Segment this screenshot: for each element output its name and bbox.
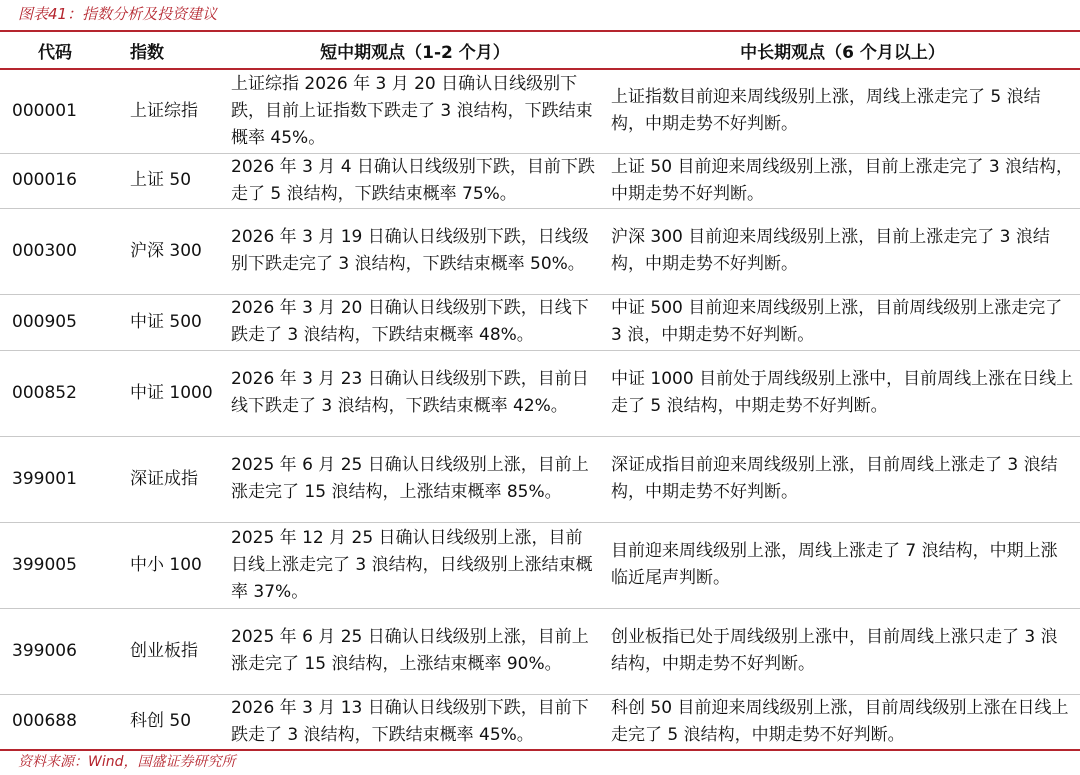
index-code-cell: 000300 — [12, 240, 77, 261]
table-row — [0, 436, 1080, 522]
table-row — [0, 608, 1080, 694]
index-code-cell: 000001 — [12, 100, 77, 121]
long-term-view-cell: 中证 1000 目前处于周线级别上涨中，目前周线上涨在日线上走了 5 浪结构，中期走势不好判断。 — [611, 369, 1074, 416]
header-code: 代码 — [0, 31, 110, 69]
long-term-view-cell: 上证指数目前迎来周线级别上涨，周线上涨走完了 5 浪结构，中期走势不好判断。 — [611, 87, 1041, 135]
index-code-cell: 000016 — [12, 170, 77, 190]
figure-caption: 图表41：指数分析及投资建议 — [18, 5, 218, 23]
index-name-cell: 上证 50 — [130, 170, 192, 190]
source-note: 资料来源：Wind，国盛证券研究所 — [18, 754, 236, 770]
index-code-cell: 399001 — [12, 468, 77, 489]
table-row — [0, 69, 1080, 153]
short-term-view-cell: 2026 年 3 月 13 日确认日线级别下跌，目前下跌走了 3 浪结构，下跌结束概率 45%。 — [231, 697, 589, 745]
table-row — [0, 208, 1080, 294]
short-term-view-cell: 上证综指 2026 年 3 月 20 日确认日线级别下跌，目前上证指数下跌走了 3 浪结构，下跌结束概率 45%。 — [231, 73, 593, 148]
long-term-view-cell: 深证成指目前迎来周线级别上涨，目前周线上涨走了 3 浪结构，中期走势不好判断。 — [611, 455, 1058, 502]
index-name-cell: 中证 500 — [130, 311, 202, 332]
index-analysis-table — [0, 30, 1080, 751]
header-short-term: 短中期观点（1-2 个月） — [225, 31, 605, 69]
index-name-cell: 上证综指 — [130, 100, 198, 121]
index-code-cell: 000852 — [12, 382, 77, 403]
table-row — [0, 153, 1080, 208]
index-name-cell: 中小 100 — [130, 554, 202, 575]
long-term-view-cell: 中证 500 目前迎来周线级别上涨，目前周线级别上涨走完了 3 浪，中期走势不好判断。 — [611, 298, 1063, 345]
short-term-view-cell: 2026 年 3 月 19 日确认日线级别下跌，日线级别下跌走完了 3 浪结构，下跌结束概率 50%。 — [231, 227, 589, 274]
table-row — [0, 294, 1080, 350]
index-name-cell: 沪深 300 — [130, 240, 202, 261]
table-header-row — [0, 31, 1080, 69]
short-term-view-cell: 2025 年 6 月 25 日确认日线级别上涨，目前上涨走完了 15 浪结构，上涨结束概率 90%。 — [231, 627, 589, 674]
header-name: 指数 — [110, 31, 225, 69]
index-code-cell: 000905 — [12, 311, 77, 332]
index-code-cell: 399006 — [12, 640, 77, 661]
short-term-view-cell: 2026 年 3 月 20 日确认日线级别下跌，日线下跌走了 3 浪结构，下跌结束概率 48%。 — [231, 298, 589, 345]
long-term-view-cell: 目前迎来周线级别上涨，周线上涨走了 7 浪结构，中期上涨临近尾声判断。 — [611, 541, 1058, 588]
long-term-view-cell: 创业板指已处于周线级别上涨中，目前周线上涨只走了 3 浪结构，中期走势不好判断。 — [611, 627, 1058, 674]
long-term-view-cell: 科创 50 目前迎来周线级别上涨，目前周线级别上涨在日线上走完了 5 浪结构，中期走势不好判断。 — [611, 697, 1069, 745]
index-code-cell: 000688 — [12, 711, 77, 732]
table-row — [0, 350, 1080, 436]
index-name-cell: 创业板指 — [130, 640, 198, 661]
short-term-view-cell: 2026 年 3 月 23 日确认日线级别下跌，目前日线下跌走了 3 浪结构，下跌结束概率 42%。 — [231, 369, 589, 416]
index-name-cell: 科创 50 — [130, 711, 192, 732]
table-row — [0, 522, 1080, 608]
table-row — [0, 694, 1080, 750]
short-term-view-cell: 2025 年 6 月 25 日确认日线级别上涨，目前上涨走完了 15 浪结构，上涨结束概率 85%。 — [231, 455, 589, 502]
long-term-view-cell: 沪深 300 目前迎来周线级别上涨，目前上涨走完了 3 浪结构，中期走势不好判断。 — [611, 227, 1050, 274]
header-long-term: 中长期观点（6 个月以上） — [605, 31, 1080, 69]
index-name-cell: 深证成指 — [130, 468, 198, 489]
index-name-cell: 中证 1000 — [130, 382, 213, 403]
short-term-view-cell: 2026 年 3 月 4 日确认日线级别下跌，目前下跌走了 5 浪结构，下跌结束概率 75%。 — [231, 156, 595, 204]
long-term-view-cell: 上证 50 目前迎来周线级别上涨，目前上涨走完了 3 浪结构，中期走势不好判断。 — [611, 156, 1074, 204]
short-term-view-cell: 2025 年 12 月 25 日确认日线级别上涨，目前日线上涨走完了 3 浪结构，日线级别上涨结束概率 37%。 — [231, 527, 593, 602]
index-code-cell: 399005 — [12, 554, 77, 575]
